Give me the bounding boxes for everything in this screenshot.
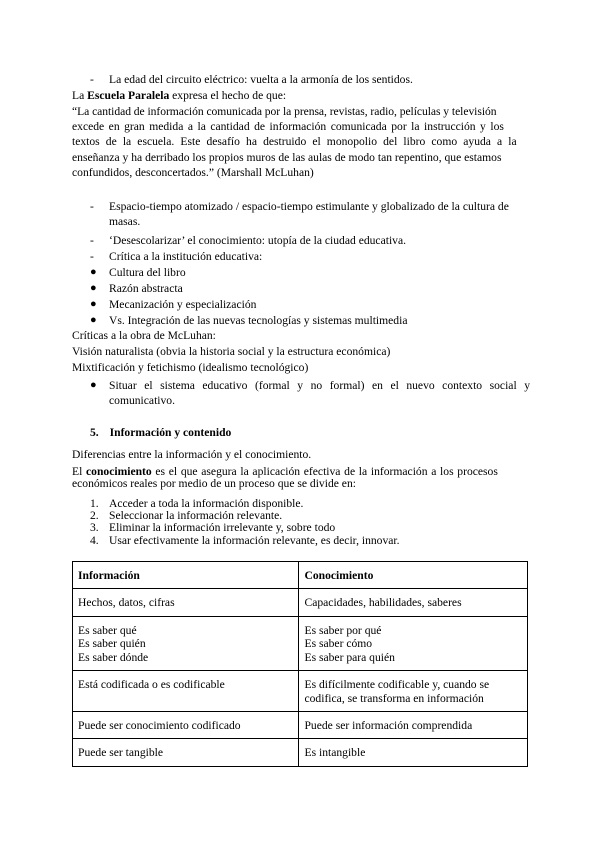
cell-text: Puede ser conocimiento codificado	[78, 719, 241, 733]
bullet-text: Cultura del libro	[109, 266, 186, 279]
cell-text: Puede ser información comprendida	[304, 719, 473, 733]
quote-line: “La cantidad de información comunicada por la prensa, revistas, radio, películas y televisión	[72, 105, 497, 118]
section-title: Información y contenido	[109, 426, 232, 439]
bullet-dot-icon: ●	[90, 314, 97, 326]
criticas-title: Críticas a la obra de McLuhan:	[72, 329, 216, 342]
quote-line: confundidos, desconcertados.” (Marshall McLuhan)	[72, 165, 314, 179]
section-number: 5.	[90, 426, 99, 439]
bullet-text: Mecanización y especialización	[109, 298, 257, 311]
table-cell	[73, 589, 299, 616]
cell-text: Es saber quién	[78, 637, 146, 651]
step-number: 1.	[90, 497, 99, 510]
intro-item-text: La edad del circuito eléctrico: vuelta a la armonía de los sentidos.	[109, 73, 413, 86]
table-row	[73, 712, 528, 739]
step-number: 4.	[90, 534, 99, 547]
table-row	[73, 670, 528, 712]
conocimiento-bold: conocimiento	[86, 465, 152, 478]
criticas-line: Mixtificación y fetichismo (idealismo tecnológico)	[72, 361, 309, 374]
mcluhan-quote	[72, 104, 528, 180]
table-header-row	[73, 562, 528, 589]
header-informacion: Información	[73, 562, 299, 589]
escuela-prefix: La	[72, 89, 88, 102]
comparison-table	[72, 561, 528, 767]
escuela-paralela-line	[72, 88, 286, 103]
step-text: Eliminar la información irrelevante y, sobre todo	[109, 521, 336, 534]
dash-marker: -	[90, 250, 94, 263]
table-row	[73, 616, 528, 670]
table-cell	[73, 712, 299, 739]
table-cell	[299, 712, 528, 739]
table-cell	[299, 616, 528, 670]
dash-marker: -	[90, 234, 94, 247]
dash-item-text: Espacio-tiempo atomizado / espacio-tiempo estimulante y globalizado de la cultura de masas.	[109, 200, 509, 229]
conocimiento-paragraph	[72, 464, 528, 491]
conocimiento-prefix: El	[72, 465, 87, 478]
cell-text: Es intangible	[304, 746, 366, 760]
cell-text: Hechos, datos, cifras	[78, 596, 175, 610]
diferencias-line: Diferencias entre la información y el conocimiento.	[72, 448, 312, 461]
table-cell	[73, 739, 299, 766]
cell-text: Es saber cómo	[304, 637, 373, 651]
step-text: Seleccionar la información relevante.	[109, 509, 283, 522]
header-conocimiento: Conocimiento	[299, 562, 528, 589]
quote-line: excede en gran medida a la cantidad de información comunicada por la instrucción y los	[72, 120, 504, 134]
conocimiento-line-2: económicos reales por medio de un proceso que se divide en:	[72, 477, 356, 491]
bullet-dot-icon: ●	[90, 298, 97, 310]
dash-item-text: Crítica a la institución educativa:	[109, 250, 263, 263]
criticas-line: Visión naturalista (obvia la historia social y la estructura económica)	[72, 345, 391, 358]
cell-text: Puede ser tangible	[78, 746, 163, 760]
table-cell	[299, 589, 528, 616]
cell-text: Está codificada o es codificable	[78, 677, 225, 691]
cell-text: Es saber dónde	[78, 650, 149, 664]
quote-line: enseñanza y ha derribado los propios muros de las aulas de modo tan repentino, que estamos	[72, 150, 502, 164]
dash-item-text: ‘Desescolarizar’ el conocimiento: utopía de la ciudad educativa.	[109, 234, 407, 247]
escuela-bold: Escuela Paralela	[87, 89, 170, 102]
quote-line: textos de la escuela. Este desafío ha destruido el monopolio del libro como ayuda a la	[72, 135, 517, 149]
cell-text: codifica, se transforma en información	[304, 691, 484, 705]
dash-marker: -	[90, 73, 94, 86]
bullet-text: Razón abstracta	[109, 282, 183, 295]
step-text: Acceder a toda la información disponible.	[109, 497, 304, 510]
situar-bullet-text: Situar el sistema educativo (formal y no formal) en el nuevo contexto social y comunicativo.	[109, 379, 530, 408]
step-number: 3.	[90, 521, 99, 534]
table-cell	[73, 670, 299, 712]
escuela-suffix: expresa el hecho de que:	[169, 89, 287, 102]
section-heading	[90, 425, 231, 440]
cell-text: Es saber para quién	[304, 650, 395, 664]
step-number: 2.	[90, 509, 99, 522]
cell-text: Capacidades, habilidades, saberes	[304, 596, 462, 610]
bullet-dot-icon: ●	[90, 379, 97, 391]
conocimiento-line1-text: es el que asegura la aplicación efectiva de la información a los procesos	[151, 465, 498, 478]
bullet-dot-icon: ●	[90, 282, 97, 294]
table-cell	[299, 739, 528, 766]
cell-text: Es saber qué	[78, 623, 137, 637]
table-cell	[73, 616, 299, 670]
table-cell	[299, 670, 528, 712]
cell-text: Es saber por qué	[304, 623, 382, 637]
table-row	[73, 589, 528, 616]
cell-text: Es difícilmente codificable y, cuando se	[304, 677, 490, 691]
table-row	[73, 739, 528, 766]
step-text: Usar efectivamente la información relevante, es decir, innovar.	[109, 534, 400, 547]
bullet-dot-icon: ●	[90, 266, 97, 278]
bullet-text: Vs. Integración de las nuevas tecnologías y sistemas multimedia	[109, 314, 408, 327]
dash-marker: -	[90, 200, 94, 213]
